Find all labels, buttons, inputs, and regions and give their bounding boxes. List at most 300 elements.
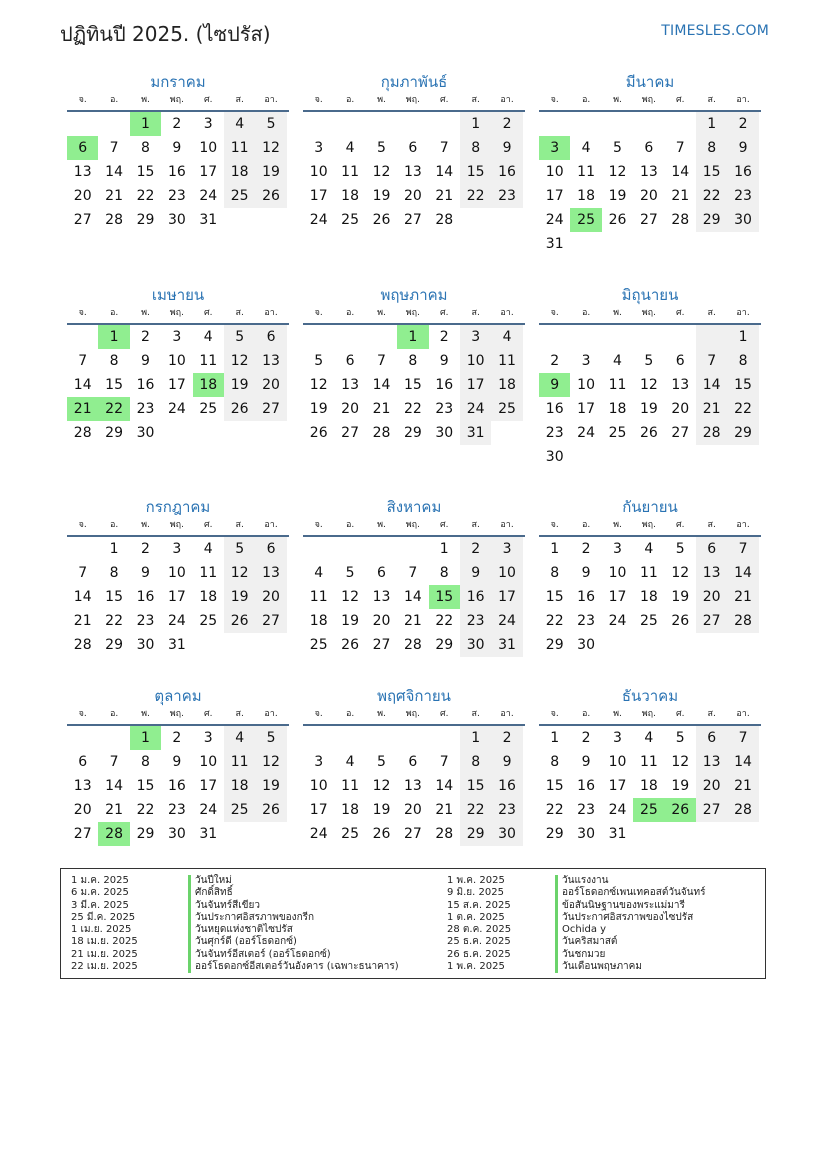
weekday-label: อ. [345,95,355,105]
empty-cell [67,537,98,561]
day-cell: 4 [345,754,355,770]
day-cell: 19 [309,401,328,417]
day-cell: 25 [491,397,522,421]
day-cell: 7 [78,353,88,369]
day-cell: 14 [105,164,123,180]
day-cell: 13 [403,164,422,180]
weekday-label: พฤ. [405,709,420,719]
day-cell: 27 [255,609,286,633]
day-cell: 18 [224,160,255,184]
weekday-label: อ. [581,709,591,719]
day-cell: 31 [199,826,218,842]
day-cell: 21 [105,802,123,818]
day-cell: 3 [203,116,213,132]
weekday-label: พฤ. [169,95,184,105]
day-cell: 27 [696,609,727,633]
day-cell: 21 [435,188,454,204]
day-cell: 7 [109,140,119,156]
day-cell: 1 [727,325,758,349]
day-cell: 19 [608,188,627,204]
day-cell: 31 [491,633,522,657]
day-cell: 8 [141,140,150,156]
day-cell: 24 [199,188,218,204]
weekday-label: อ. [581,520,591,530]
day-cell: 7 [377,353,386,369]
day-cell: 26 [255,798,286,822]
day-cell: 4 [613,353,622,369]
weekday-label: ศ. [675,95,685,105]
legend-left-dates [71,875,138,973]
weekday-label: พ. [141,520,150,530]
day-cell: 12 [341,589,359,605]
day-cell: 26 [608,212,627,228]
day-cell: 15 [460,774,491,798]
day-cell: 31 [167,637,186,653]
empty-cell [665,112,696,136]
day-cell: 20 [403,188,422,204]
weekday-header [539,707,761,726]
empty-cell [429,112,460,136]
month-block [539,685,761,846]
weekday-label: อ. [345,520,355,530]
day-cell: 7 [675,140,685,156]
weekday-header [539,306,761,325]
holiday-legend [60,868,766,979]
legend-date: 9 มิ.ย. 2025 [447,887,504,899]
day-cell: 17 [545,188,564,204]
day-cell: 16 [136,589,155,605]
day-cell: 1 [460,112,491,136]
day-grid [67,537,289,657]
holiday-day: 21 [67,397,98,421]
day-cell: 18 [224,774,255,798]
holiday-day: 15 [429,585,460,609]
month-name: กุมภาพันธ์ [380,73,448,91]
day-cell: 30 [577,826,595,842]
day-cell: 5 [345,565,355,581]
day-cell: 20 [341,401,359,417]
weekday-label: พฤ. [169,520,184,530]
day-cell: 6 [696,726,727,750]
weekday-label: ส. [235,709,244,719]
day-cell: 27 [696,798,727,822]
day-cell: 16 [136,377,155,393]
day-cell: 3 [581,353,591,369]
day-cell: 18 [199,589,218,605]
empty-cell [366,537,397,561]
day-cell: 9 [172,140,182,156]
holiday-day: 1 [130,112,161,136]
day-cell: 10 [199,754,218,770]
day-cell: 7 [408,565,418,581]
day-cell: 2 [581,730,591,746]
day-cell: 4 [644,541,654,557]
day-cell: 24 [309,826,328,842]
weekday-header [303,518,525,537]
empty-cell [570,112,601,136]
weekday-label: พ. [377,709,386,719]
day-cell: 28 [671,212,690,228]
day-cell: 30 [136,637,155,653]
legend-date: 1 พ.ค. 2025 [447,875,505,886]
day-cell: 30 [727,208,758,232]
month-name: มีนาคม [625,73,675,91]
day-cell: 9 [141,565,150,581]
day-cell: 23 [491,798,522,822]
day-cell: 9 [491,136,522,160]
weekday-label: อ. [109,308,119,318]
day-cell: 12 [309,377,328,393]
day-cell: 4 [581,140,591,156]
month-name: มิถุนายน [621,286,679,304]
weekday-label: ศ. [439,95,449,105]
day-cell: 4 [224,726,255,750]
weekday-label: ส. [471,520,480,530]
day-cell: 11 [199,353,218,369]
empty-cell [98,726,129,750]
day-cell: 9 [172,754,182,770]
day-cell: 22 [727,397,758,421]
day-cell: 9 [727,136,758,160]
weekday-label: จ. [314,709,323,719]
legend-holiday-name: Ochida y [555,924,705,936]
day-cell: 1 [439,541,449,557]
weekday-label: พ. [613,308,622,318]
weekday-label: ศ. [675,308,685,318]
day-cell: 7 [727,726,758,750]
day-cell: 13 [255,349,286,373]
day-cell: 10 [608,754,627,770]
day-cell: 21 [671,188,690,204]
day-cell: 11 [577,164,595,180]
day-cell: 3 [491,537,522,561]
day-cell: 3 [203,730,213,746]
legend-holiday-name: วันชกมวย [555,949,705,961]
day-cell: 28 [403,637,422,653]
day-cell: 25 [341,826,359,842]
holiday-day: 26 [665,798,696,822]
day-cell: 3 [314,140,324,156]
day-cell: 25 [224,798,255,822]
weekday-label: พ. [141,709,150,719]
day-cell: 2 [172,116,182,132]
day-cell: 27 [73,212,92,228]
day-cell: 26 [309,425,328,441]
legend-holiday-name: วันประกาศอิสรภาพของกรีก [188,912,399,924]
day-cell: 11 [341,164,359,180]
day-cell: 28 [696,421,727,445]
weekday-label: พฤ. [641,520,656,530]
day-cell: 3 [314,754,324,770]
empty-cell [633,112,664,136]
day-cell: 19 [255,774,286,798]
empty-cell [334,325,365,349]
day-cell: 26 [639,425,658,441]
weekday-label: จ. [78,520,87,530]
day-cell: 18 [577,188,595,204]
weekday-label: อา. [264,709,278,719]
weekday-label: อา. [264,308,278,318]
weekday-label: จ. [78,308,87,318]
day-cell: 18 [341,802,359,818]
day-cell: 10 [491,561,522,585]
day-cell: 18 [491,373,522,397]
weekday-header [67,93,289,112]
weekday-label: ส. [235,520,244,530]
day-cell: 24 [460,397,491,421]
month-block [303,496,525,657]
day-cell: 25 [341,212,359,228]
day-grid [67,726,289,846]
day-cell: 8 [550,754,560,770]
day-cell: 24 [608,613,627,629]
day-cell: 28 [727,798,758,822]
day-cell: 4 [203,329,213,345]
site-link[interactable]: TIMESLES.COM [661,23,769,39]
month-block [539,284,761,469]
day-cell: 8 [109,353,119,369]
weekday-label: พฤ. [641,709,656,719]
day-cell: 30 [491,822,522,846]
weekday-label: อ. [581,95,591,105]
day-cell: 9 [141,353,150,369]
day-cell: 13 [403,778,422,794]
day-cell: 13 [73,164,92,180]
day-cell: 21 [105,188,123,204]
day-cell: 24 [577,425,595,441]
weekday-label: พ. [141,308,150,318]
holiday-day: 28 [98,822,129,846]
day-cell: 11 [199,565,218,581]
day-cell: 27 [403,826,422,842]
weekday-label: พ. [613,709,622,719]
day-cell: 26 [255,184,286,208]
legend-date: 28 ต.ค. 2025 [447,924,512,936]
day-cell: 29 [727,421,758,445]
weekday-header [67,306,289,325]
day-cell: 29 [696,208,727,232]
day-cell: 27 [73,826,92,842]
empty-cell [429,726,460,750]
day-cell: 11 [224,750,255,774]
day-cell: 12 [671,754,690,770]
day-cell: 30 [167,826,186,842]
legend-date: 18 เม.ย. 2025 [71,936,138,948]
day-cell: 26 [671,613,690,629]
weekday-label: ส. [471,95,480,105]
weekday-label: พฤ. [169,308,184,318]
month-block [67,685,289,846]
weekday-label: ส. [471,308,480,318]
day-cell: 3 [172,329,182,345]
day-cell: 13 [255,561,286,585]
day-cell: 23 [167,802,186,818]
day-cell: 15 [136,778,155,794]
day-cell: 23 [435,401,454,417]
day-cell: 21 [372,401,391,417]
weekday-label: ส. [235,308,244,318]
day-grid [303,726,525,846]
legend-date: 6 ม.ค. 2025 [71,887,129,899]
day-cell: 8 [727,349,758,373]
day-cell: 23 [727,184,758,208]
day-cell: 15 [545,589,564,605]
day-cell: 11 [341,778,359,794]
day-cell: 20 [696,774,727,798]
day-cell: 20 [73,188,92,204]
day-cell: 8 [141,754,150,770]
day-cell: 24 [491,609,522,633]
day-cell: 28 [73,425,92,441]
day-cell: 7 [727,537,758,561]
empty-cell [67,325,98,349]
day-grid [303,112,525,232]
day-cell: 29 [545,826,564,842]
month-name: ธันวาคม [621,687,679,705]
day-cell: 1 [696,112,727,136]
month-block [67,496,289,657]
day-cell: 6 [255,537,286,561]
weekday-label: อ. [109,709,119,719]
weekday-label: ส. [707,95,716,105]
empty-cell [602,325,633,349]
day-cell: 12 [255,136,286,160]
weekday-label: อา. [736,520,750,530]
day-cell: 8 [696,136,727,160]
holiday-day: 1 [397,325,428,349]
weekday-label: ศ. [675,520,685,530]
weekday-header [303,707,525,726]
day-cell: 4 [314,565,324,581]
day-cell: 24 [199,802,218,818]
day-cell: 23 [545,425,564,441]
legend-holiday-name: วันแรงงาน [555,875,705,887]
day-cell: 18 [608,401,627,417]
day-cell: 11 [639,565,658,581]
day-cell: 16 [577,589,595,605]
day-cell: 9 [491,750,522,774]
weekday-header [67,518,289,537]
weekday-label: อา. [736,95,750,105]
weekday-label: ศ. [203,520,213,530]
day-cell: 13 [639,164,658,180]
day-cell: 21 [435,802,454,818]
day-cell: 16 [167,164,186,180]
empty-cell [334,537,365,561]
day-cell: 13 [372,589,391,605]
day-cell: 15 [727,373,758,397]
month-name: กันยายน [622,498,678,516]
empty-cell [366,325,397,349]
day-cell: 13 [671,377,690,393]
day-cell: 2 [141,541,150,557]
month-block [67,284,289,445]
empty-cell [539,325,570,349]
holiday-day: 1 [98,325,129,349]
day-cell: 17 [167,377,186,393]
empty-cell [397,112,428,136]
day-cell: 10 [167,565,186,581]
day-cell: 16 [727,160,758,184]
day-cell: 29 [136,826,155,842]
day-cell: 11 [491,349,522,373]
weekday-label: จ. [78,709,87,719]
day-cell: 5 [377,140,386,156]
weekday-label: ส. [707,520,716,530]
legend-date: 25 มี.ค. 2025 [71,911,136,923]
empty-cell [67,726,98,750]
weekday-label: ส. [471,709,480,719]
day-cell: 9 [439,353,449,369]
day-cell: 21 [696,397,727,421]
day-cell: 30 [545,449,564,465]
day-cell: 28 [73,637,92,653]
legend-holiday-name: ออร์โธดอกซ์อีสเตอร์วันอังคาร (เฉพาะธนาคาร) [188,961,399,973]
day-cell: 19 [255,160,286,184]
month-name: เมษายน [151,286,205,304]
weekday-label: ส. [707,308,716,318]
day-cell: 23 [167,188,186,204]
day-cell: 17 [199,164,218,180]
day-cell: 29 [403,425,422,441]
day-cell: 10 [460,349,491,373]
weekday-label: ศ. [203,308,213,318]
day-cell: 30 [577,637,595,653]
day-cell: 4 [644,730,654,746]
legend-date: 26 ธ.ค. 2025 [447,948,511,960]
day-cell: 27 [403,212,422,228]
day-cell: 13 [696,561,727,585]
legend-date: 1 เม.ย. 2025 [71,924,132,936]
empty-cell [539,112,570,136]
weekday-label: จ. [550,520,559,530]
day-cell: 14 [727,750,758,774]
day-cell: 8 [460,136,491,160]
day-cell: 28 [105,212,123,228]
weekday-label: ศ. [203,95,213,105]
legend-holiday-name: วันประกาศอิสรภาพของไซปรัส [555,912,705,924]
holiday-day: 25 [633,798,664,822]
day-cell: 10 [167,353,186,369]
day-cell: 13 [696,750,727,774]
day-cell: 8 [460,750,491,774]
month-name: มกราคม [150,73,206,91]
day-cell: 18 [639,778,658,794]
weekday-label: พ. [377,95,386,105]
holiday-day: 9 [539,373,570,397]
weekday-label: พ. [613,95,622,105]
holiday-day: 3 [539,136,570,160]
day-cell: 25 [199,401,218,417]
day-cell: 14 [435,164,454,180]
day-cell: 22 [460,798,491,822]
day-cell: 20 [639,188,658,204]
day-cell: 12 [372,164,391,180]
weekday-label: อา. [500,308,514,318]
day-cell: 17 [167,589,186,605]
day-cell: 6 [377,565,386,581]
day-cell: 11 [639,754,658,770]
empty-cell [570,325,601,349]
day-cell: 24 [167,613,186,629]
weekday-label: พฤ. [405,95,420,105]
day-cell: 25 [309,637,328,653]
day-cell: 5 [675,730,685,746]
day-cell: 27 [341,425,359,441]
day-cell: 12 [608,164,627,180]
day-cell: 17 [491,585,522,609]
day-cell: 7 [696,349,727,373]
